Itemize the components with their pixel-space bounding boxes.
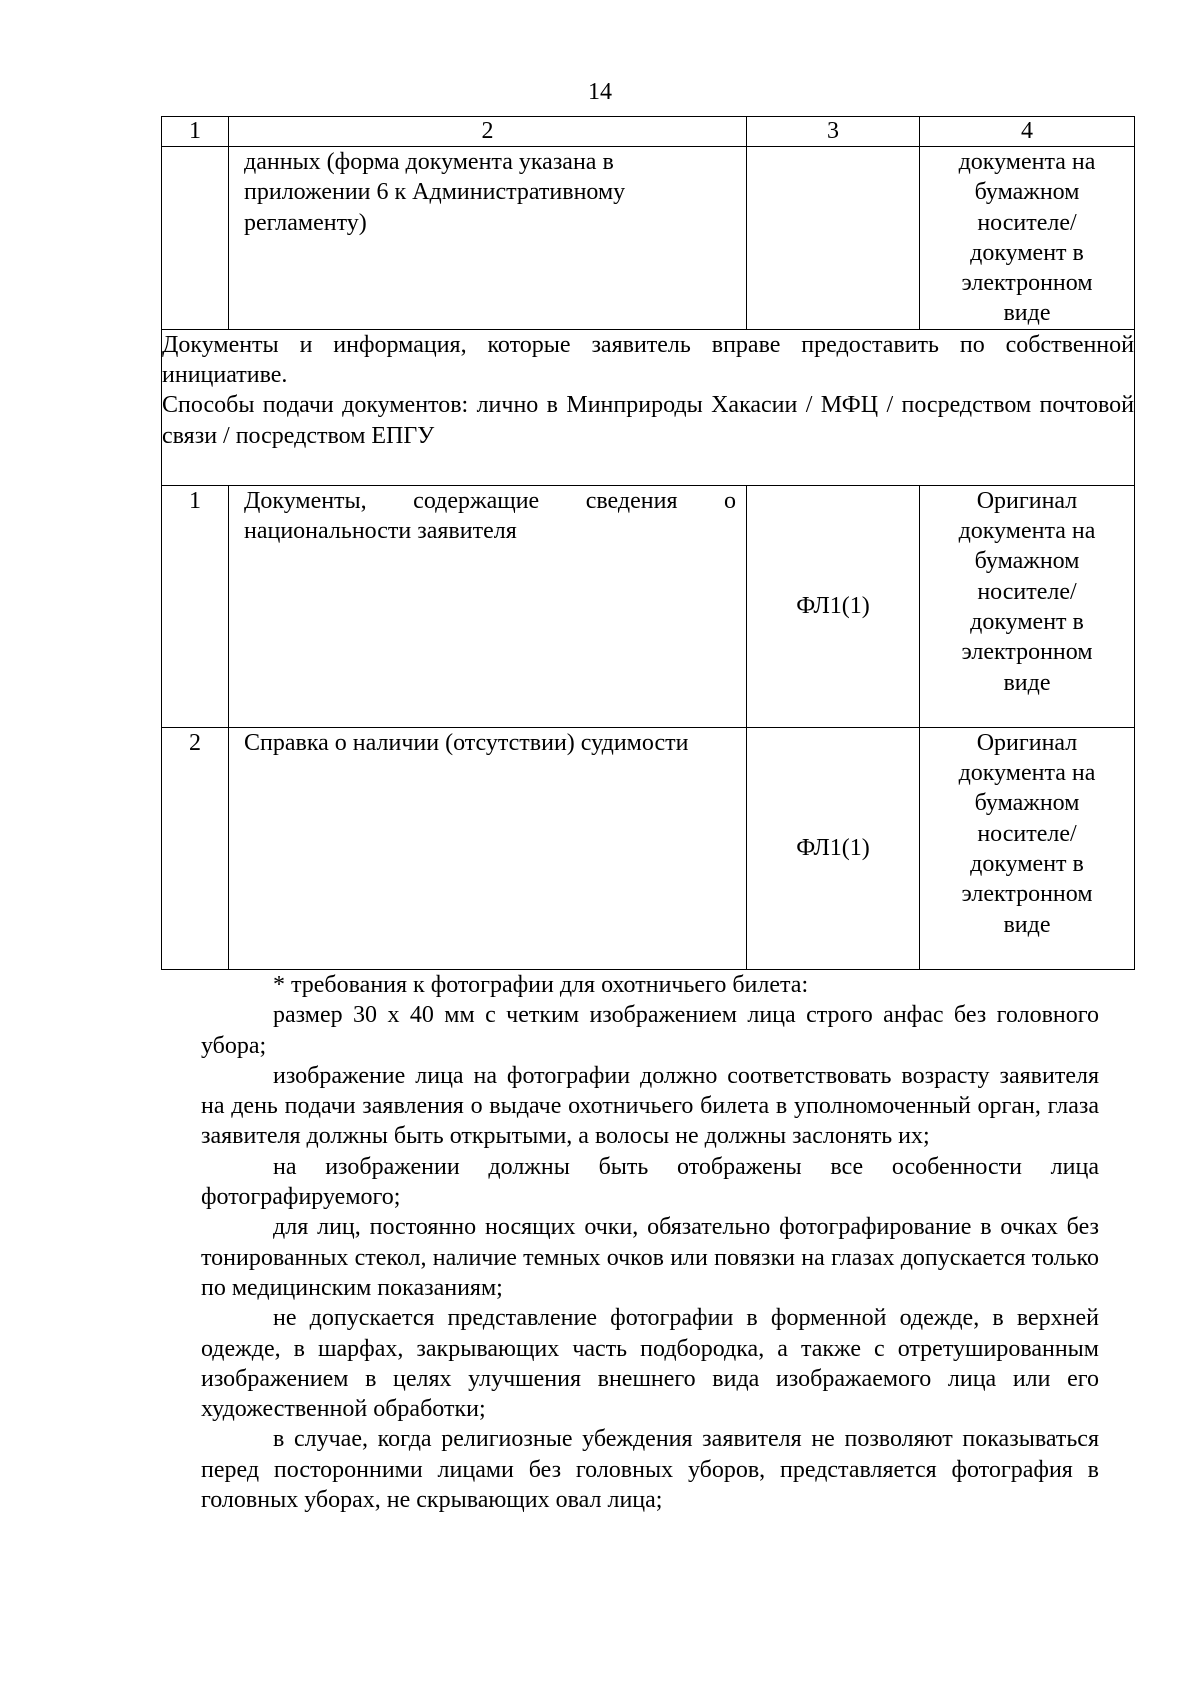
row-description [229,727,747,969]
form-line: носителе/ [977,578,1077,605]
row-document-form [920,485,1135,727]
form-line: документ в [970,608,1084,635]
header-col-3: 3 [747,117,920,147]
form-line: Оригинал [976,729,1078,756]
form-line: виде [1003,669,1051,696]
row-description: данных (форма документа указана в приложении 6 к Административному регламенту) [229,147,747,330]
row-number [162,147,229,330]
section-header-line: Способы подачи документов: лично в Минприроды Хакасии / МФЦ / посредством почтовой связи / посредством ЕПГУ [162,392,1134,449]
row-category: ФЛ1(1) [747,727,920,969]
form-line: Оригинал [976,487,1078,514]
photo-requirements-notes [201,970,1099,1515]
form-line: электронном [961,639,1093,666]
row-category [747,147,920,330]
form-line: документа на [958,760,1096,787]
row-number: 1 [162,485,229,727]
row-document-form [920,727,1135,969]
header-col-4: 4 [920,117,1135,147]
note-paragraph: размер 30 х 40 мм с четким изображением лица строго анфас без головного убора; [201,1002,1099,1059]
note-paragraph: в случае, когда религиозные убеждения заявителя не позволяют показываться перед посторонними лицами без головных уборов, представляется фотография в головных уборах, не скрывающих овал лица; [201,1426,1099,1514]
note-paragraph: на изображении должны быть отображены все особенности лица фотографируемого; [201,1153,1099,1211]
form-line: носителе/ [977,820,1077,847]
page-number: 14 [588,79,612,105]
table-header-row [162,117,1135,147]
form-line: документ в [970,239,1084,266]
form-line: электронном [961,881,1093,908]
note-paragraph: * требования к фотографии для охотничьего билета: [273,972,809,998]
note-paragraph: не допускается представление фотографии в форменной одежде, в верхней одежде, в шарфах, закрывающих часть подбородка, а также с отретушированным изображением в целях улучшения внешнего вида изображаемого лица или его художественной обработки; [201,1305,1099,1423]
form-line: бумажном [974,790,1080,817]
table-row-continuation [162,147,1135,330]
form-line: виде [1003,911,1051,938]
documents-table [161,116,1135,970]
table-row [162,485,1135,727]
row-description [229,485,747,727]
form-line: документ в [970,850,1084,877]
form-line: носителе/ [977,209,1077,236]
form-line: бумажном [974,548,1080,575]
row-category: ФЛ1(1) [747,485,920,727]
row-description-line: национальности заявителя [244,518,517,545]
note-paragraph: изображение лица на фотографии должно соответствовать возрасту заявителя на день подачи заявления о выдаче охотничьего билета в уполномоченный орган, глаза заявителя должны быть открытыми, а волосы не должны заслонять их; [201,1062,1099,1150]
row-description-line: Документы, содержащие сведения о [244,487,736,514]
header-col-2: 2 [229,117,747,147]
form-line: документа на [958,518,1096,545]
note-paragraph: для лиц, постоянно носящих очки, обязательно фотографирование в очках без тонированных стекол, наличие темных очков или повязки на глазах допускается только по медицинским показаниям; [201,1214,1099,1301]
header-col-1: 1 [162,117,229,147]
form-line: электронном [961,270,1093,297]
form-line: виде [1003,300,1051,327]
table-row [162,727,1135,969]
form-line: бумажном [974,179,1080,206]
section-header-line: Документы и информация, которые заявитель вправе предоставить по собственной инициативе. [162,331,1134,389]
row-number: 2 [162,727,229,969]
row-description-line: Справка о наличии (отсутствии) судимости [244,729,689,756]
row-document-form [920,147,1135,330]
section-header-row [162,329,1135,485]
section-header-cell [162,329,1135,485]
form-line: документа на [958,149,1096,175]
